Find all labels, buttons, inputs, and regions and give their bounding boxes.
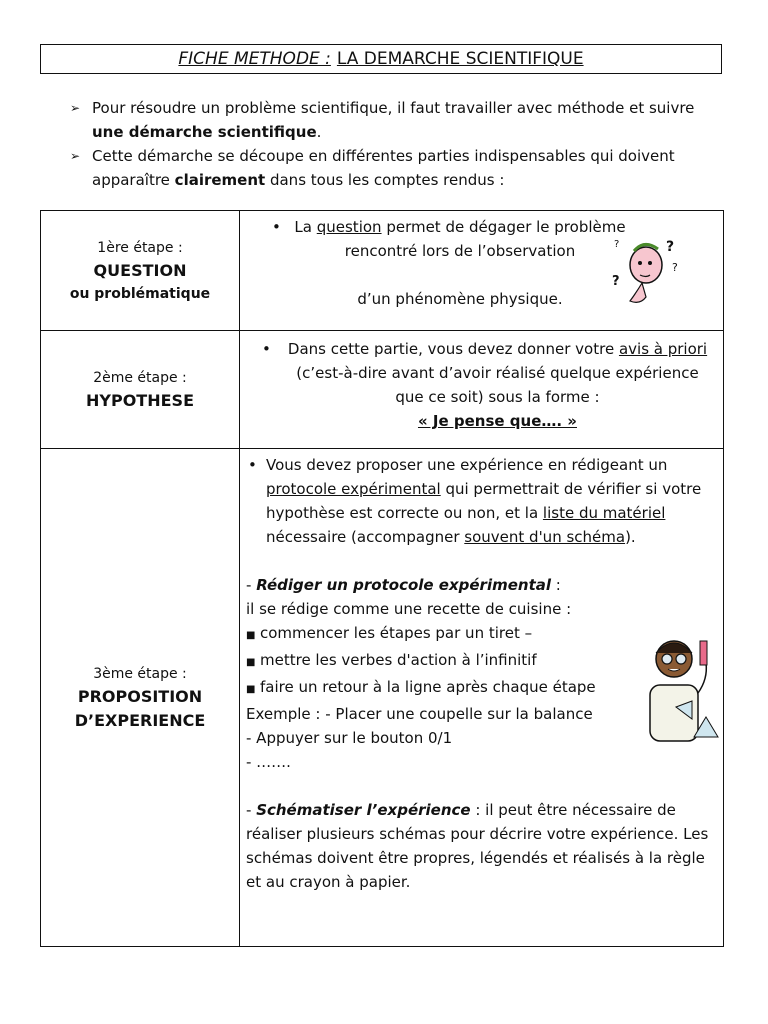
step-number: 3ème étape :	[93, 665, 187, 682]
content-underline: souvent d'un schéma	[464, 528, 626, 546]
intro-bold: une démarche scientifique	[92, 123, 317, 141]
title-part1: FICHE METHODE :	[178, 49, 331, 69]
step-number: 2ème étape :	[93, 369, 187, 386]
list-item-text: faire un retour à la ligne après chaque étape	[260, 678, 596, 696]
step-title: PROPOSITION	[77, 686, 203, 706]
page-title	[40, 44, 722, 74]
svg-text:?: ?	[666, 239, 675, 255]
step-content-cell	[240, 331, 724, 449]
content-paragraph	[282, 337, 713, 409]
table-row	[41, 211, 724, 331]
list-item-text: mettre les verbes d'action à l’infinitif	[260, 651, 537, 669]
svg-text:?: ?	[612, 274, 620, 289]
step-title-line2: D’EXPERIENCE	[74, 710, 206, 730]
bullet-icon: •	[262, 340, 271, 358]
content-text: -	[246, 576, 257, 594]
content-text: : il peut être nécessaire de réaliser plusieurs schémas pour décrire votre expérience. Les schémas doivent être propres, légendés et réalisés à la règle et au crayon à papier.	[246, 801, 709, 891]
content-paragraph	[246, 453, 717, 549]
arrow-bullet-icon: ➢	[70, 101, 81, 115]
content-text: d’un phénomène physique.	[357, 290, 563, 308]
schema-paragraph	[246, 798, 717, 894]
content-text: (c’est-à-dire avant d’avoir réalisé quelque expérience que ce soit) sous la forme :	[296, 364, 699, 406]
content-underline: avis à priori	[618, 340, 708, 358]
content-text: :	[551, 576, 561, 594]
content-text: permet de dégager le problème	[381, 218, 626, 236]
svg-text:?: ?	[672, 261, 678, 274]
step-title: QUESTION	[93, 260, 187, 280]
content-text: Vous devez proposer une expérience en rédigeant un	[266, 456, 668, 474]
bullet-icon: •	[248, 456, 257, 474]
list-item-text: commencer les étapes par un tiret –	[260, 624, 533, 642]
title-part2: LA DEMARCHE SCIENTIFIQUE	[336, 49, 584, 69]
step-number: 1ère étape :	[97, 239, 183, 256]
content-text: rencontré lors de l’observation	[344, 242, 576, 260]
content-text: La	[294, 218, 317, 236]
intro-text: Cette démarche se découpe en différentes parties indispensables qui doivent apparaître	[92, 147, 675, 189]
svg-text:?: ?	[614, 239, 620, 250]
intro-text: .	[316, 123, 322, 141]
intro	[70, 96, 730, 192]
arrow-bullet-icon: ➢	[70, 149, 81, 163]
step-label-cell	[41, 211, 240, 331]
content-text: Dans cette partie, vous devez donner votre	[287, 340, 619, 358]
table-row	[41, 449, 724, 947]
content-underline: protocole expérimental	[266, 480, 441, 498]
scientist-icon	[636, 629, 722, 747]
step-content-cell	[240, 211, 724, 331]
steps-table	[40, 210, 724, 947]
step-subtitle: ou problématique	[69, 285, 211, 302]
square-bullet-icon: ■	[246, 657, 256, 668]
example-line: - Appuyer sur le bouton 0/1	[246, 729, 453, 747]
step-title: HYPOTHESE	[86, 390, 194, 410]
content-text: il se rédige comme une recette de cuisine :	[246, 600, 572, 618]
square-bullet-icon: ■	[246, 630, 256, 641]
intro-text: dans tous les comptes rendus :	[265, 171, 505, 189]
step-label-cell	[41, 331, 240, 449]
intro-bold: clairement	[174, 171, 266, 189]
content-text: qui permettrait de vérifier si votre hypothèse est correcte ou non, et la	[266, 480, 702, 522]
bullet-icon: •	[272, 218, 281, 236]
example-line: Exemple : - Placer une coupelle sur la balance	[246, 705, 593, 723]
schema-title: Schématiser l’expérience	[256, 801, 471, 819]
intro-text: Pour résoudre un problème scientifique, il faut travailler avec méthode et suivre	[92, 99, 695, 117]
step-label-cell	[41, 449, 240, 947]
protocol-heading	[246, 573, 717, 597]
protocol-title: Rédiger un protocole expérimental	[256, 576, 552, 594]
content-text: -	[246, 801, 257, 819]
content-text: ).	[625, 528, 636, 546]
content-text: nécessaire (accompagner	[266, 528, 465, 546]
quote: « Je pense que…. »	[417, 412, 577, 430]
table-row	[41, 331, 724, 449]
example-line: - …….	[246, 753, 291, 771]
intro-item	[70, 96, 730, 144]
content-underline: liste du matériel	[542, 504, 666, 522]
content-underline: question	[316, 218, 382, 236]
intro-item	[70, 144, 730, 192]
thinking-person-icon	[612, 235, 692, 307]
square-bullet-icon: ■	[246, 684, 256, 695]
step-content-cell	[240, 449, 724, 947]
